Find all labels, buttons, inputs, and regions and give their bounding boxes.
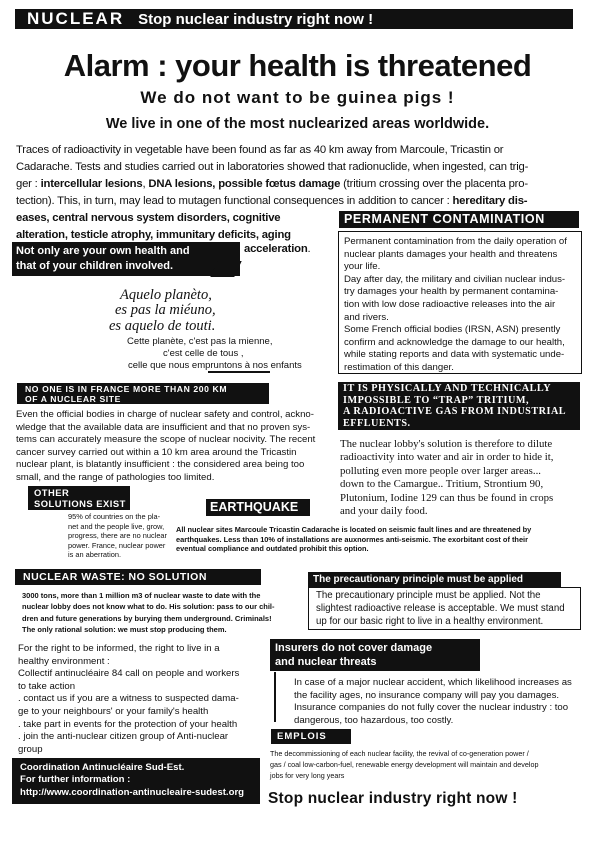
- insurers-heading-line: Insurers do not cover damage: [275, 642, 433, 654]
- earthquake-heading: EARTHQUAKE: [206, 499, 310, 516]
- tritium-heading: [338, 382, 580, 430]
- quote-occitan: es pas la miéuno,: [115, 302, 216, 318]
- permanent-line: Permanent contamination from the daily operation of: [344, 236, 567, 247]
- permanent-line: tion with low dose radioactive releases into the air: [344, 299, 556, 310]
- precaution-line: up for our basic right to live in a healthy environment.: [316, 615, 544, 627]
- no-one-line: nuclear plant, is blatantly insufficient : the considered area being too: [16, 459, 305, 471]
- right-line: ge to your neighbours' or your family's health: [18, 706, 209, 717]
- insurers-line: Insurance companies do not fully cover the nuclear industry : too: [294, 702, 569, 714]
- earthquake-line: All nuclear sites Marcoule Tricastin Cadarache is located on seismic fault lines and are threatened by: [176, 525, 532, 534]
- right-line: For the right to be informed, the right to live in a: [18, 643, 220, 654]
- other-line: power. France, nuclear power: [68, 540, 166, 550]
- intro-line: tection). This, in turn, may lead to mutagen functional consequences in addition to cancer : hereditary dis-: [16, 195, 528, 207]
- right-line: to take action: [18, 680, 76, 692]
- emplois-line: The decommissioning of each nuclear facility, the revival of co-generation power /: [270, 749, 529, 758]
- precaution-line: The precautionary principle must be applied. Not the: [316, 590, 541, 601]
- right-line: . take part in events for the protection of your health: [18, 718, 238, 730]
- permanent-line: restimation of this danger.: [344, 362, 454, 373]
- permanent-line: Some French official bodies (IRSN, ASN) presently: [344, 324, 561, 336]
- own-health-line: Not only are your own health and: [16, 245, 190, 257]
- other-line: is an aberration.: [68, 550, 121, 560]
- own-health-line: that of your children involved.: [16, 260, 174, 272]
- intro-line: Traces of radioactivity in vegetable have been found as far as 40 km away from Marcoule, Tricastin or: [16, 144, 504, 156]
- no-one-line: Even the official bodies in charge of nuclear safety and control, ackno-: [16, 409, 314, 420]
- footer-org: Coordination Antinucléaire Sud-Est.: [20, 762, 185, 773]
- right-line: Collectif antinucléaire 84 call on people and workers: [18, 668, 240, 680]
- intro-line: Cadarache. Tests and studies carried out in laboratories showed that radionuclide, when ingested, can trig-: [16, 161, 529, 173]
- no-one-heading: [17, 383, 269, 404]
- other-heading: [28, 486, 130, 510]
- earthquake-line: earthquakes. Less than 10% of installations are auxnormes anti-seismic. The exorbitant cost of their: [176, 534, 528, 544]
- intro-line: ger : intercellular lesions, DNA lesions, possible fœtus damage (tritium crossing over the placenta pro-: [16, 178, 528, 190]
- other-line: 95% of countries on the pla-: [68, 512, 161, 521]
- tritium-line: Plutonium, Iodine 129 can thus be found in crops: [340, 491, 554, 504]
- tritium-line: The nuclear lobby's solution is therefore to dilute: [340, 438, 553, 450]
- waste-line: dren and future generations by burying them underground. Criminals!: [22, 613, 272, 623]
- permanent-line: confirm and acknowledge the damage to our health,: [344, 336, 565, 348]
- no-one-line: small, and the range of pathologies too limited.: [16, 472, 215, 483]
- waste-heading: NUCLEAR WASTE: NO SOLUTION: [15, 569, 261, 585]
- precaution-heading: The precautionary principle must be applied: [308, 572, 561, 587]
- footer-info-label: For further information :: [20, 774, 131, 786]
- page-title: Alarm : your health is threatened: [63, 48, 532, 83]
- insurers-heading: [270, 639, 480, 671]
- no-one-line: cancer survey carried out within a 10 km area around the Tricastin: [16, 446, 297, 458]
- tritium-line: and your daily food.: [340, 505, 428, 517]
- intro-line: eases, central nervous system disorders, cognitive: [16, 212, 281, 224]
- permanent-line: try damages your health by permanent contamina-: [344, 286, 559, 298]
- earthquake-line: eventual compliance and outdated prohibit this option.: [176, 544, 369, 554]
- tritium-heading-line: IT IS PHYSICALLY AND TECHNICALLY: [343, 383, 552, 394]
- emplois-heading: EMPLOIS: [271, 729, 351, 744]
- waste-line: The only rational solution: we must stop producing them.: [22, 625, 227, 635]
- other-line: net and the people live, grow,: [68, 521, 165, 531]
- no-one-heading-line: NO ONE IS IN FRANCE MORE THAN 200 KM: [25, 384, 228, 394]
- footer-contact: [12, 758, 260, 804]
- insurers-heading-line: and nuclear threats: [275, 656, 377, 668]
- tritium-heading-line: A RADIOACTIVE GAS FROM INDUSTRIAL: [343, 406, 567, 417]
- right-line: healthy environment :: [18, 655, 110, 667]
- header-word: NUCLEAR: [27, 9, 125, 28]
- right-line: . contact us if you are a witness to suspected dama-: [18, 693, 239, 705]
- permanent-line: nuclear plants damages your health and threatens: [344, 248, 558, 260]
- tritium-line: polluting even more people over larger areas...: [340, 464, 541, 477]
- intro-line: acceleration.: [244, 243, 311, 255]
- quote-underline: [208, 371, 270, 373]
- tagline: We live in one of the most nuclearized areas worldwide.: [105, 116, 490, 132]
- other-heading-line: SOLUTIONS EXIST: [34, 498, 126, 509]
- header-slogan: Stop nuclear industry right now !: [138, 10, 374, 28]
- insurers-line: the facility ages, no insurance company will pay you damages.: [294, 689, 560, 701]
- footer-url[interactable]: http://www.coordination-antinucleaire-sudest.org: [20, 786, 245, 798]
- permanent-line: your life.: [344, 261, 381, 273]
- waste-line: nuclear lobby does not know what to do. His solution: pass to our chil-: [22, 602, 275, 612]
- tritium-line: radioactivity into water and air in order to hide it,: [340, 451, 554, 464]
- right-line: group: [18, 743, 43, 755]
- insurers-line: dangerous, too hazardous, too costly.: [294, 714, 454, 726]
- quote-occitan: es aquelo de touti.: [109, 318, 216, 334]
- insurers-line: In case of a major nuclear accident, which likelihood increases as: [294, 677, 572, 688]
- quote-french: Cette planète, c'est pas la mienne,: [127, 336, 273, 347]
- quote-french: c'est celle de tous ,: [163, 348, 244, 359]
- permanent-line: Day after day, the military and civilian nuclear indus-: [344, 273, 566, 285]
- permanent-heading: PERMANENT CONTAMINATION: [339, 211, 579, 228]
- right-line: . join the anti-nuclear citizen group of Anti-nuclear: [18, 731, 229, 743]
- emplois-line: jobs for very long years: [270, 771, 345, 780]
- permanent-line: and rivers.: [344, 311, 389, 323]
- subtitle: We do not want to be guinea pigs !: [140, 88, 455, 107]
- tritium-heading-line: IMPOSSIBLE TO “TRAP” TRITIUM,: [343, 394, 530, 406]
- no-one-line: wledge that the available data are insufficient and that no proven sys-: [16, 421, 311, 433]
- tritium-heading-line: EFFLUENTS.: [343, 417, 411, 429]
- quote-french: celle que nous empruntons à nos enfants: [128, 360, 302, 371]
- permanent-line: while stating reports and data with systematic unde-: [344, 349, 565, 361]
- own-health-callout: [12, 242, 240, 276]
- header-banner: [15, 9, 573, 29]
- precaution-line: slightest radioactive release is acceptable. We must stand: [316, 602, 565, 614]
- waste-line: 3000 tons, more than 1 million m3 of nuclear waste to date with the: [22, 591, 261, 600]
- closing-slogan: Stop nuclear industry right now !: [268, 790, 518, 807]
- other-line: progress, there are no nuclear: [68, 531, 168, 541]
- tritium-line: down to the Camargue.. Tritium, Strontium 90,: [340, 478, 544, 491]
- quote-occitan: Aquelo planèto,: [120, 287, 212, 303]
- no-one-heading-line: OF A NUCLEAR SITE: [25, 394, 121, 404]
- no-one-line: tems can accurately measure the scope of nuclear nocivity. The recent: [16, 434, 316, 446]
- emplois-line: gas / coal low-carbon-fuel, renewable energy development will maintain and develop: [270, 760, 539, 769]
- other-heading-line: OTHER: [34, 487, 70, 498]
- intro-line: alteration, testicle atrophy, immunitary deficits, aging: [16, 229, 291, 241]
- insurers-side-rule: [274, 672, 276, 722]
